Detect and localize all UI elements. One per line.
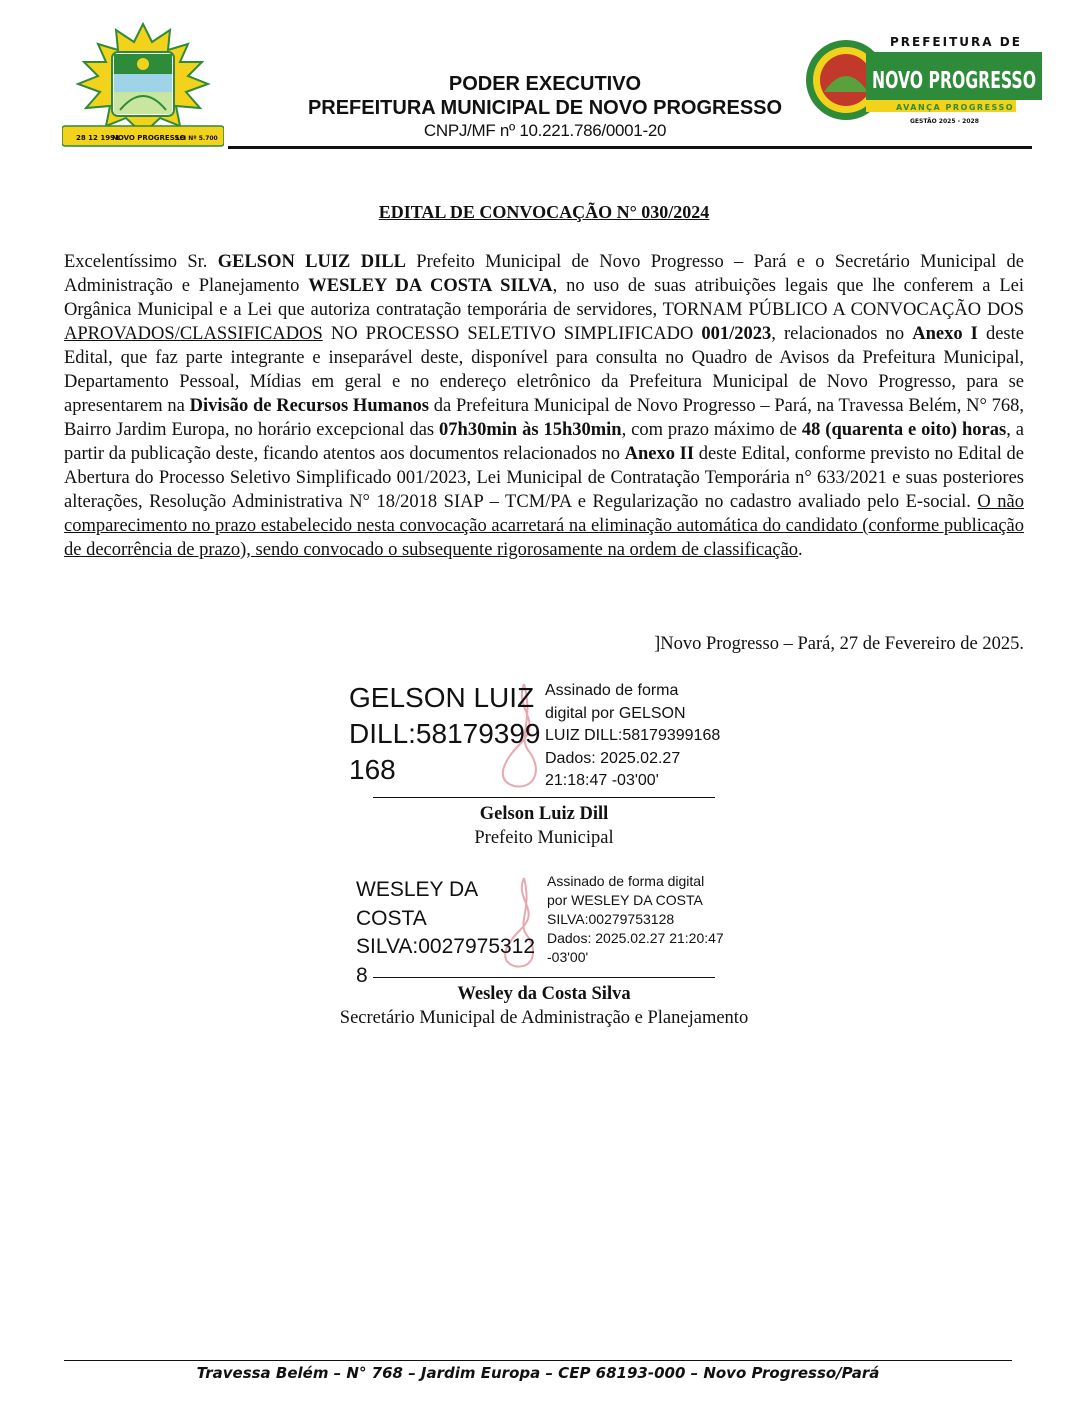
signature2-caption <box>294 982 794 1030</box>
signature2-name: Wesley da Costa Silva <box>457 984 631 1004</box>
signature2-role: Secretário Municipal de Administração e Planejamento <box>339 1008 749 1028</box>
coat-ribbon-law: LEI Nº 5.700 <box>176 135 218 142</box>
logo-gestao-text: GESTÃO 2025 - 2028 <box>910 118 979 125</box>
signature1-caption <box>294 802 794 850</box>
municipal-coat-of-arms-logo <box>62 22 224 152</box>
header-cnpj: CNPJ/MF nº 10.221.786/0001-20 <box>423 121 667 140</box>
signature1-digital-name: GELSON LUIZ DILL:58179399 168 <box>349 682 541 785</box>
signature1-role: Prefeito Municipal <box>474 828 614 848</box>
signature1-digital-info: Assinado de forma digital por GELSON LUIZ DILL:58179399168 Dados: 2025.02.27 21:18:47 -03'00' <box>545 682 721 789</box>
edital-title: EDITAL DE CONVOCAÇÃO N° 030/2024 <box>378 202 710 222</box>
logo-avanca-progresso-text: AVANÇA PROGRESSO <box>896 103 1015 112</box>
signature1-name: Gelson Luiz Dill <box>479 804 609 824</box>
coat-ribbon-date: 28 12 1991 <box>76 134 120 142</box>
header-block <box>230 72 860 142</box>
document-date: ]Novo Progresso – Pará, 27 de Fevereiro de 2025. <box>654 634 1024 654</box>
footer-divider <box>64 1360 1012 1361</box>
signature1-line <box>373 797 715 798</box>
footer-address: Travessa Belém – N° 768 – Jardim Europa – CEP 68193-000 – Novo Progresso/Pará <box>196 1364 880 1382</box>
prefeitura-novo-progresso-logo <box>806 30 1042 130</box>
header-prefeitura-name: PREFEITURA MUNICIPAL DE NOVO PROGRESSO <box>307 97 783 119</box>
logo-prefeitura-de-text: PREFEITURA DE <box>890 35 1022 49</box>
header-divider <box>228 146 1032 149</box>
logo-novo-progresso-text: NOVO PROGRESSO <box>872 68 1036 94</box>
signature2-line <box>373 977 715 978</box>
header-poder-executivo: PODER EXECUTIVO <box>448 73 642 95</box>
signature2-digital-info: Assinado de forma digital por WESLEY DA COSTA SILVA:00279753128 Dados: 2025.02.27 21:20:47 -03'00' <box>547 873 724 965</box>
coat-ribbon-name: NOVO PROGRESSO <box>112 134 186 142</box>
signature2-digital-name: WESLEY DA COSTA SILVA:0027975312 8 <box>356 878 536 987</box>
edital-body-paragraph: Excelentíssimo Sr. GELSON LUIZ DILL Prefeito Municipal de Novo Progresso – Pará e o Secretário Municipal de Administração e Planejamento WESLEY DA COSTA SILVA, no uso de suas atribuições legais que lhe conferem a Lei Orgânica Municipal e a Lei que autoriza contratação temporária de servidores, TORNAM PÚBLICO A CONVOCAÇÃO DOS APROVADOS/CLASSIFICADOS NO PROCESSO SELETIVO SIMPLIFICADO 001/2023, relacionados no Anexo I deste Edital, que faz parte integrante e inseparável deste, disponível para consulta no Quadro de Avisos da Prefeitura Municipal, Departamento Pessoal, Mídias em geral e no endereço eletrônico da Prefeitura Municipal de Novo Progresso, para se apresentarem na Divisão de Recursos Humanos da Prefeitura Municipal de Novo Progresso – Pará, na Travessa Belém, N° 768, Bairro Jardim Europa, no horário excepcional das 07h30min às 15h30min, com prazo máximo de 48 (quarenta e oito) horas, a partir da publicação deste, ficando atentos aos documentos relacionados no Anexo II deste Edital, conforme previsto no Edital de Abertura do Processo Seletivo Simplificado 001/2023, Lei Municipal de Contratação Temporária n° 633/2021 e suas posteriores alterações, Resolução Administrativa N° 18/2018 SIAP – TCM/PA e Regularização no cadastro avaliado pelo E-social. O não comparecimento no prazo estabelecido nesta convocação acarretará na eliminação automática do candidato (conforme publicação de decorrência de prazo), sendo convocado o subsequente rigorosamente na ordem de classificação. <box>64 252 1025 560</box>
